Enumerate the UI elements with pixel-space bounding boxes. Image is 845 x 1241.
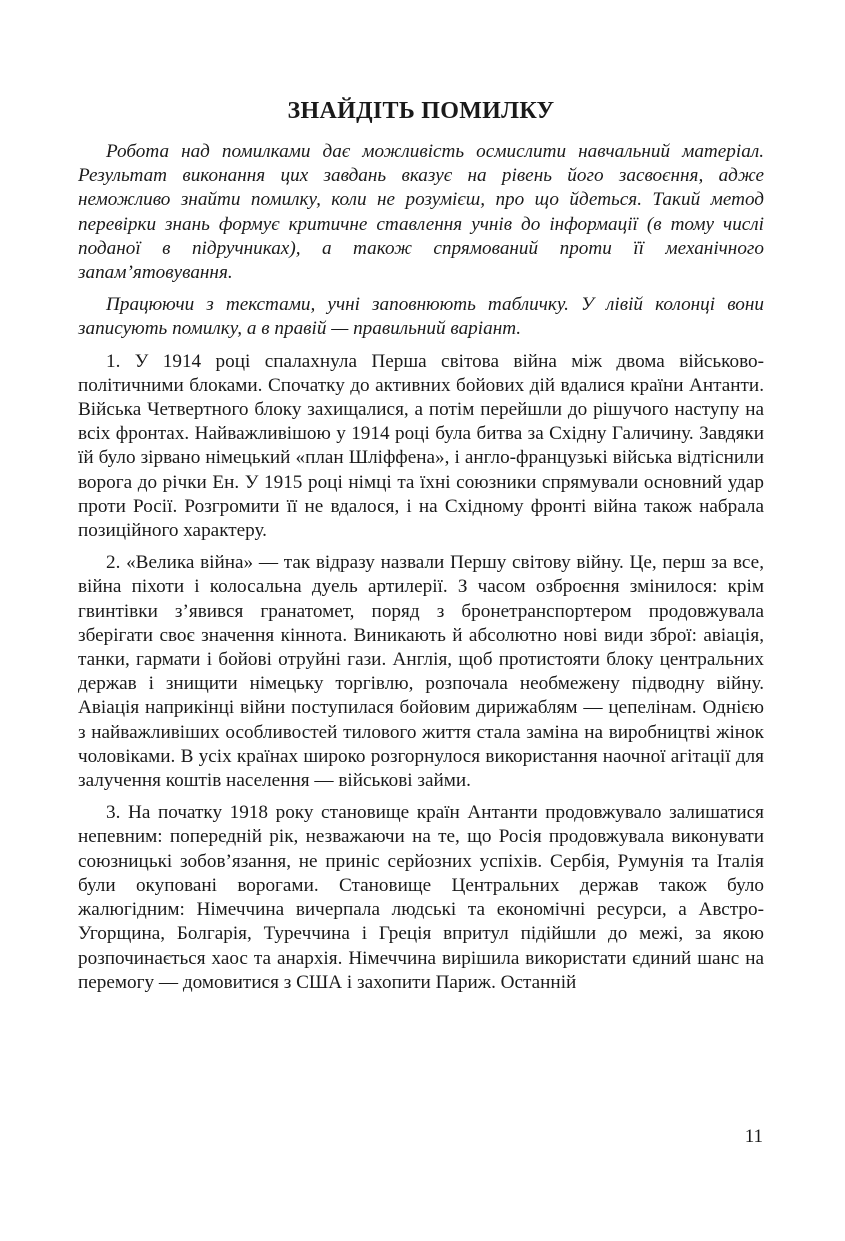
exercise-text-1: 1. У 1914 році спалахнула Перша світова війна між двома військово-політичними блоками. Спочатку до активних бойових дій вдалися країни Антанти. Війська Четвертного блоку захищалися, а потім перейшли до рішучого наступу на всіх фронтах. Найважливішою у 1914 році була битва за Східну Галичину. Завдяки їй було зірвано німецький «план Шліффена», і англо-французькі війська відтіснили ворога до річки Ен. У 1915 році німці та їхні союзники спрямували основний удар проти Росії. Розгромити її не вдалося, і на Східному фронті війна також набрала позиційного характеру.: [78, 350, 764, 542]
page-content: [78, 96, 764, 1003]
intro-paragraph-2: Працюючи з текстами, учні заповнюють табличку. У лівій колонці вони записують помилку, а в правій — правильний варіант.: [78, 294, 764, 340]
page-number: 11: [744, 1126, 763, 1147]
page-title: ЗНАЙДІТЬ ПОМИЛКУ: [287, 98, 555, 124]
exercise-text-2: 2. «Велика війна» — так відразу назвали Першу світову війну. Це, перш за все, війна піхоти і колосальна дуель артилерії. З часом озброєння змінилося: крім гвинтівки з’явився гранатомет, поряд з бронетранспортером продовжувала зберігати своє значення кіннота. Виникають й абсолютно нові види зброї: авіація, танки, гармати і бойові отруйні гази. Англія, щоб протистояти блоку центральних держав і знищити німецьку торгівлю, розпочала необмежену підводну війну. Авіація наприкінці війни поступилася бойовим дирижаблям — цепелінам. Однією з найважливіших особливостей тилового життя стала заміна на виробництві жінок чоловіками. В усіх країнах широко розгорнулося використання наочної агітації для залучення коштів населення — військові займи.: [78, 552, 764, 792]
exercise-text-3: 3. На початку 1918 року становище країн Антанти продовжувало залишатися непевним: попередній рік, незважаючи на те, що Росія продовжувала виконувати союзницькі зобов’язання, не приніс серйозних успіхів. Сербія, Румунія та Італія були окуповані ворогами. Становище Центральних держав також було жалюгідним: Німеччина вичерпала людські та економічні ресурси, а Австро-Угорщина, Болгарія, Туреччина і Греція впритул підійшли до межі, за якою розпочинається хаос та анархія. Німеччина вирішила використати єдиний шанс на перемогу — домовитися з США і захопити Париж. Останній: [78, 802, 764, 993]
intro-paragraph-1: Робота над помилками дає можливість осмислити навчальний матеріал. Результат виконання цих завдань вказує на рівень його засвоєння, адже неможливо знайти помилку, коли не розумієш, про що йдеться. Такий метод перевірки знань формує критичне ставлення учнів до інформації (в тому числі поданої в підручниках), а також спрямований проти її механічного запам’ятовування.: [78, 141, 764, 284]
